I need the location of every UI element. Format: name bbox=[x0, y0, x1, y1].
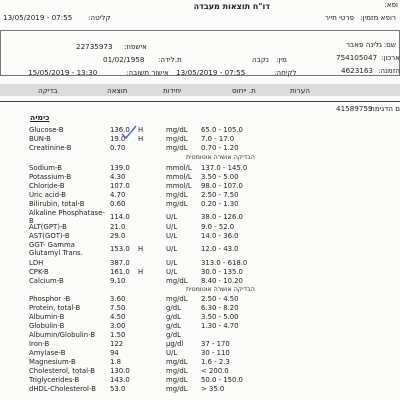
sample-number: 41589759 bbox=[336, 104, 373, 113]
report-title: דו"ח תוצאות מעבדה bbox=[193, 2, 270, 11]
result-unit: mg/dL bbox=[166, 376, 188, 384]
reference-range: 30.0 - 135.0 bbox=[201, 268, 243, 276]
archive-label: ארכון: bbox=[380, 53, 400, 62]
test-name: Glucose-B bbox=[29, 126, 64, 134]
col-range: ת. ייחוס bbox=[232, 86, 256, 95]
result-value: 21.0 bbox=[110, 223, 126, 231]
result-unit: g/dL bbox=[166, 331, 181, 339]
reference-range: 14.0 - 36.0 bbox=[201, 232, 239, 240]
reference-range: 98.0 - 107.0 bbox=[201, 182, 243, 190]
table-row bbox=[0, 340, 400, 349]
patient-name: גלינה פאבר bbox=[345, 40, 382, 49]
handwritten-checkmark-icon bbox=[120, 124, 138, 140]
result-unit: mmol/L bbox=[166, 173, 192, 181]
test-name: AST(GOT)-B bbox=[29, 232, 70, 240]
result-unit: U/L bbox=[166, 349, 178, 357]
result-value: 122 bbox=[110, 340, 124, 348]
birth-date: 01/02/1958 bbox=[103, 55, 145, 64]
result-value: 107.0 bbox=[110, 182, 130, 190]
reference-range: 1.6 - 2.3 bbox=[201, 358, 230, 366]
test-name-cont: B bbox=[29, 217, 34, 225]
test-name: ALT(GPT)-B bbox=[29, 223, 67, 231]
table-row bbox=[0, 322, 400, 331]
result-value: 53.0 bbox=[110, 385, 126, 393]
reference-range: 9.0 - 52.0 bbox=[201, 223, 235, 231]
result-value: 114.0 bbox=[110, 213, 130, 221]
result-unit: U/L bbox=[166, 259, 178, 267]
taken-label: לקיחה: bbox=[274, 68, 297, 77]
result-value: 130.0 bbox=[110, 367, 130, 375]
result-unit: U/L bbox=[166, 232, 178, 240]
test-name: Bilirubin, total-B bbox=[29, 200, 85, 208]
column-header-bar bbox=[0, 84, 400, 96]
result-value: 143.0 bbox=[110, 376, 130, 384]
result-value: 1.50 bbox=[110, 331, 126, 339]
table-row bbox=[0, 182, 400, 191]
result-unit: µg/dl bbox=[166, 340, 184, 348]
table-row bbox=[0, 223, 400, 232]
result-value: 19.0 bbox=[110, 135, 126, 143]
result-value: 3.60 bbox=[110, 295, 126, 303]
test-name: Cholesterol, total-B bbox=[29, 367, 95, 375]
table-row bbox=[0, 331, 400, 340]
result-value: 153.0 bbox=[110, 245, 130, 253]
result-value: 94 bbox=[110, 349, 119, 357]
table-row bbox=[0, 144, 400, 153]
test-name: Phosphor -B bbox=[29, 295, 71, 303]
gender-value: נקבה bbox=[252, 55, 269, 64]
result-unit: mg/dL bbox=[166, 135, 188, 143]
col-result: תוצאה bbox=[107, 86, 128, 95]
result-value: 4.50 bbox=[110, 313, 126, 321]
result-value: 139.0 bbox=[110, 164, 130, 172]
table-row bbox=[0, 295, 400, 304]
archive-number: 754105047 bbox=[336, 53, 378, 62]
test-name: Potassium-B bbox=[29, 173, 72, 181]
result-value: 4.30 bbox=[110, 173, 126, 181]
result-unit: U/L bbox=[166, 223, 178, 231]
taken-date: 13/05/2019 - 07:55 bbox=[176, 68, 246, 77]
result-value: 9.10 bbox=[110, 277, 126, 285]
test-name: Uric acid-B bbox=[29, 191, 67, 199]
ordering-doctor-label: רופא מזמין: bbox=[360, 13, 396, 22]
reference-range: > 35.0 bbox=[201, 385, 225, 393]
table-row bbox=[0, 241, 400, 257]
birth-label: ת.לידה: bbox=[158, 55, 182, 64]
test-name-cont: Glutamyl Trans. bbox=[29, 249, 83, 257]
result-unit: mmol/L bbox=[166, 182, 192, 190]
table-row bbox=[0, 349, 400, 358]
test-name: Creatinine-B bbox=[29, 144, 72, 152]
result-unit: U/L bbox=[166, 245, 178, 253]
reference-range: < 200.0 bbox=[201, 367, 229, 375]
test-name: Chloride-B bbox=[29, 182, 65, 190]
table-row bbox=[0, 200, 400, 209]
col-units: יחידות bbox=[163, 86, 182, 95]
gender-label: מין: bbox=[276, 55, 287, 64]
reference-range: 2.50 - 4.50 bbox=[201, 295, 239, 303]
table-row bbox=[0, 209, 400, 225]
order-number: 4623163 bbox=[341, 66, 374, 75]
order-label: הזמנה: bbox=[377, 66, 400, 75]
reference-range: 1.30 - 4.70 bbox=[201, 322, 239, 330]
table-row bbox=[0, 358, 400, 367]
table-row bbox=[0, 191, 400, 200]
reference-range: 30 - 110 bbox=[201, 349, 230, 357]
answer-label: אישור תשובה: bbox=[126, 68, 169, 77]
result-value: 7.50 bbox=[110, 304, 126, 312]
test-name: CPK-B bbox=[29, 268, 49, 276]
reference-range: 6.30 - 8.20 bbox=[201, 304, 239, 312]
result-value: 136.0 bbox=[110, 126, 130, 134]
result-unit: mg/dL bbox=[166, 295, 188, 303]
reference-range: 313.0 - 618.0 bbox=[201, 259, 248, 267]
test-name: BUN-B bbox=[29, 135, 51, 143]
result-value: 0.60 bbox=[110, 200, 126, 208]
reference-range: 3.50 - 5.00 bbox=[201, 313, 239, 321]
received-label: קליטה: bbox=[88, 13, 111, 22]
reference-range: 65.0 - 105.0 bbox=[201, 126, 243, 134]
result-unit: g/dL bbox=[166, 304, 181, 312]
col-test: בדיקה bbox=[38, 86, 58, 95]
test-name: Triglycerides-B bbox=[29, 376, 80, 384]
divider bbox=[0, 101, 400, 102]
reference-range: 3.50 - 5.00 bbox=[201, 173, 239, 181]
result-unit: U/L bbox=[166, 213, 178, 221]
reference-range: 38.0 - 126.0 bbox=[201, 213, 243, 221]
sample-label: ם הדגימה: bbox=[367, 104, 400, 113]
patient-name-label: שם: bbox=[383, 40, 396, 49]
result-flag: H bbox=[138, 135, 144, 143]
reference-range: 7.0 - 17.0 bbox=[201, 135, 235, 143]
table-row bbox=[0, 385, 400, 394]
test-name: Alkaline Phosphatase- bbox=[29, 209, 105, 217]
table-row bbox=[0, 313, 400, 322]
reference-range: 0.70 - 1.20 bbox=[201, 144, 239, 152]
result-flag: H bbox=[138, 245, 144, 253]
test-name: LDH bbox=[29, 259, 44, 267]
result-value: 3.00 bbox=[110, 322, 126, 330]
table-row bbox=[0, 135, 400, 144]
result-unit: mg/dL bbox=[166, 200, 188, 208]
reference-range: 2.50 - 7.50 bbox=[201, 191, 239, 199]
result-value: 29.0 bbox=[110, 232, 126, 240]
result-unit: mg/dL bbox=[166, 277, 188, 285]
result-unit: mg/dL bbox=[166, 358, 188, 366]
result-value: 0.70 bbox=[110, 144, 126, 152]
result-value: 161.0 bbox=[110, 268, 130, 276]
result-unit: mmol/L bbox=[166, 164, 192, 172]
result-unit: mg/dL bbox=[166, 126, 188, 134]
result-unit: g/dL bbox=[166, 313, 181, 321]
result-value: 4.70 bbox=[110, 191, 126, 199]
test-name: Protein, total-B bbox=[29, 304, 81, 312]
test-name: Albumin-B bbox=[29, 313, 65, 321]
table-row bbox=[0, 259, 400, 268]
test-name: GGT- Gamma bbox=[29, 241, 75, 249]
corner-label: ופא: bbox=[384, 0, 398, 9]
table-row bbox=[0, 173, 400, 182]
test-name: Albumin/Globulin-B bbox=[29, 331, 96, 339]
result-unit: mg/dL bbox=[166, 367, 188, 375]
table-row bbox=[0, 367, 400, 376]
table-row bbox=[0, 126, 400, 135]
result-unit: U/L bbox=[166, 268, 178, 276]
table-row bbox=[0, 277, 400, 286]
admission-label: אישפוז: bbox=[124, 42, 147, 51]
result-flag: H bbox=[138, 126, 144, 134]
answer-date: 15/05/2019 - 13:30 bbox=[28, 68, 98, 77]
result-value: 387.0 bbox=[110, 259, 130, 267]
received-date: 13/05/2019 - 07:55 bbox=[3, 13, 73, 22]
section-title: כימיה bbox=[30, 113, 50, 122]
result-flag: H bbox=[138, 268, 144, 276]
result-unit: mg/dL bbox=[166, 191, 188, 199]
reference-range: 12.0 - 43.0 bbox=[201, 245, 239, 253]
test-name: Amylase-B bbox=[29, 349, 66, 357]
reference-range: 137.0 - 145.0 bbox=[201, 164, 248, 172]
admission-number: 22735973 bbox=[76, 42, 113, 51]
table-row bbox=[0, 268, 400, 277]
result-unit: mg/dL bbox=[166, 385, 188, 393]
reference-range: 0.20 - 1.30 bbox=[201, 200, 239, 208]
table-row bbox=[0, 304, 400, 313]
reference-range: 37 - 170 bbox=[201, 340, 230, 348]
col-notes: הערות bbox=[290, 86, 310, 95]
result-value: 1.8 bbox=[110, 358, 121, 366]
result-unit: mg/dL bbox=[166, 144, 188, 152]
test-name: Calcium-B bbox=[29, 277, 64, 285]
auto-approved-note-1: הבדיקה אושרה אוטומטית bbox=[186, 154, 255, 161]
test-name: Sodium-B bbox=[29, 164, 62, 172]
test-name: Globulin-B bbox=[29, 322, 65, 330]
ordering-doctor-value: פרטי תייר bbox=[324, 13, 354, 22]
test-name: Magnesium-B bbox=[29, 358, 76, 366]
table-row bbox=[0, 376, 400, 385]
table-row bbox=[0, 164, 400, 173]
reference-range: 50.0 - 150.0 bbox=[201, 376, 243, 384]
table-row bbox=[0, 232, 400, 241]
test-name: Iron-B bbox=[29, 340, 50, 348]
test-name: dHDL-Cholesterol-B bbox=[29, 385, 96, 393]
reference-range: 8.40 - 10.20 bbox=[201, 277, 243, 285]
result-unit: g/dL bbox=[166, 322, 181, 330]
auto-approved-note-2: הבדיקה אושרה אוטומטית bbox=[186, 286, 255, 293]
